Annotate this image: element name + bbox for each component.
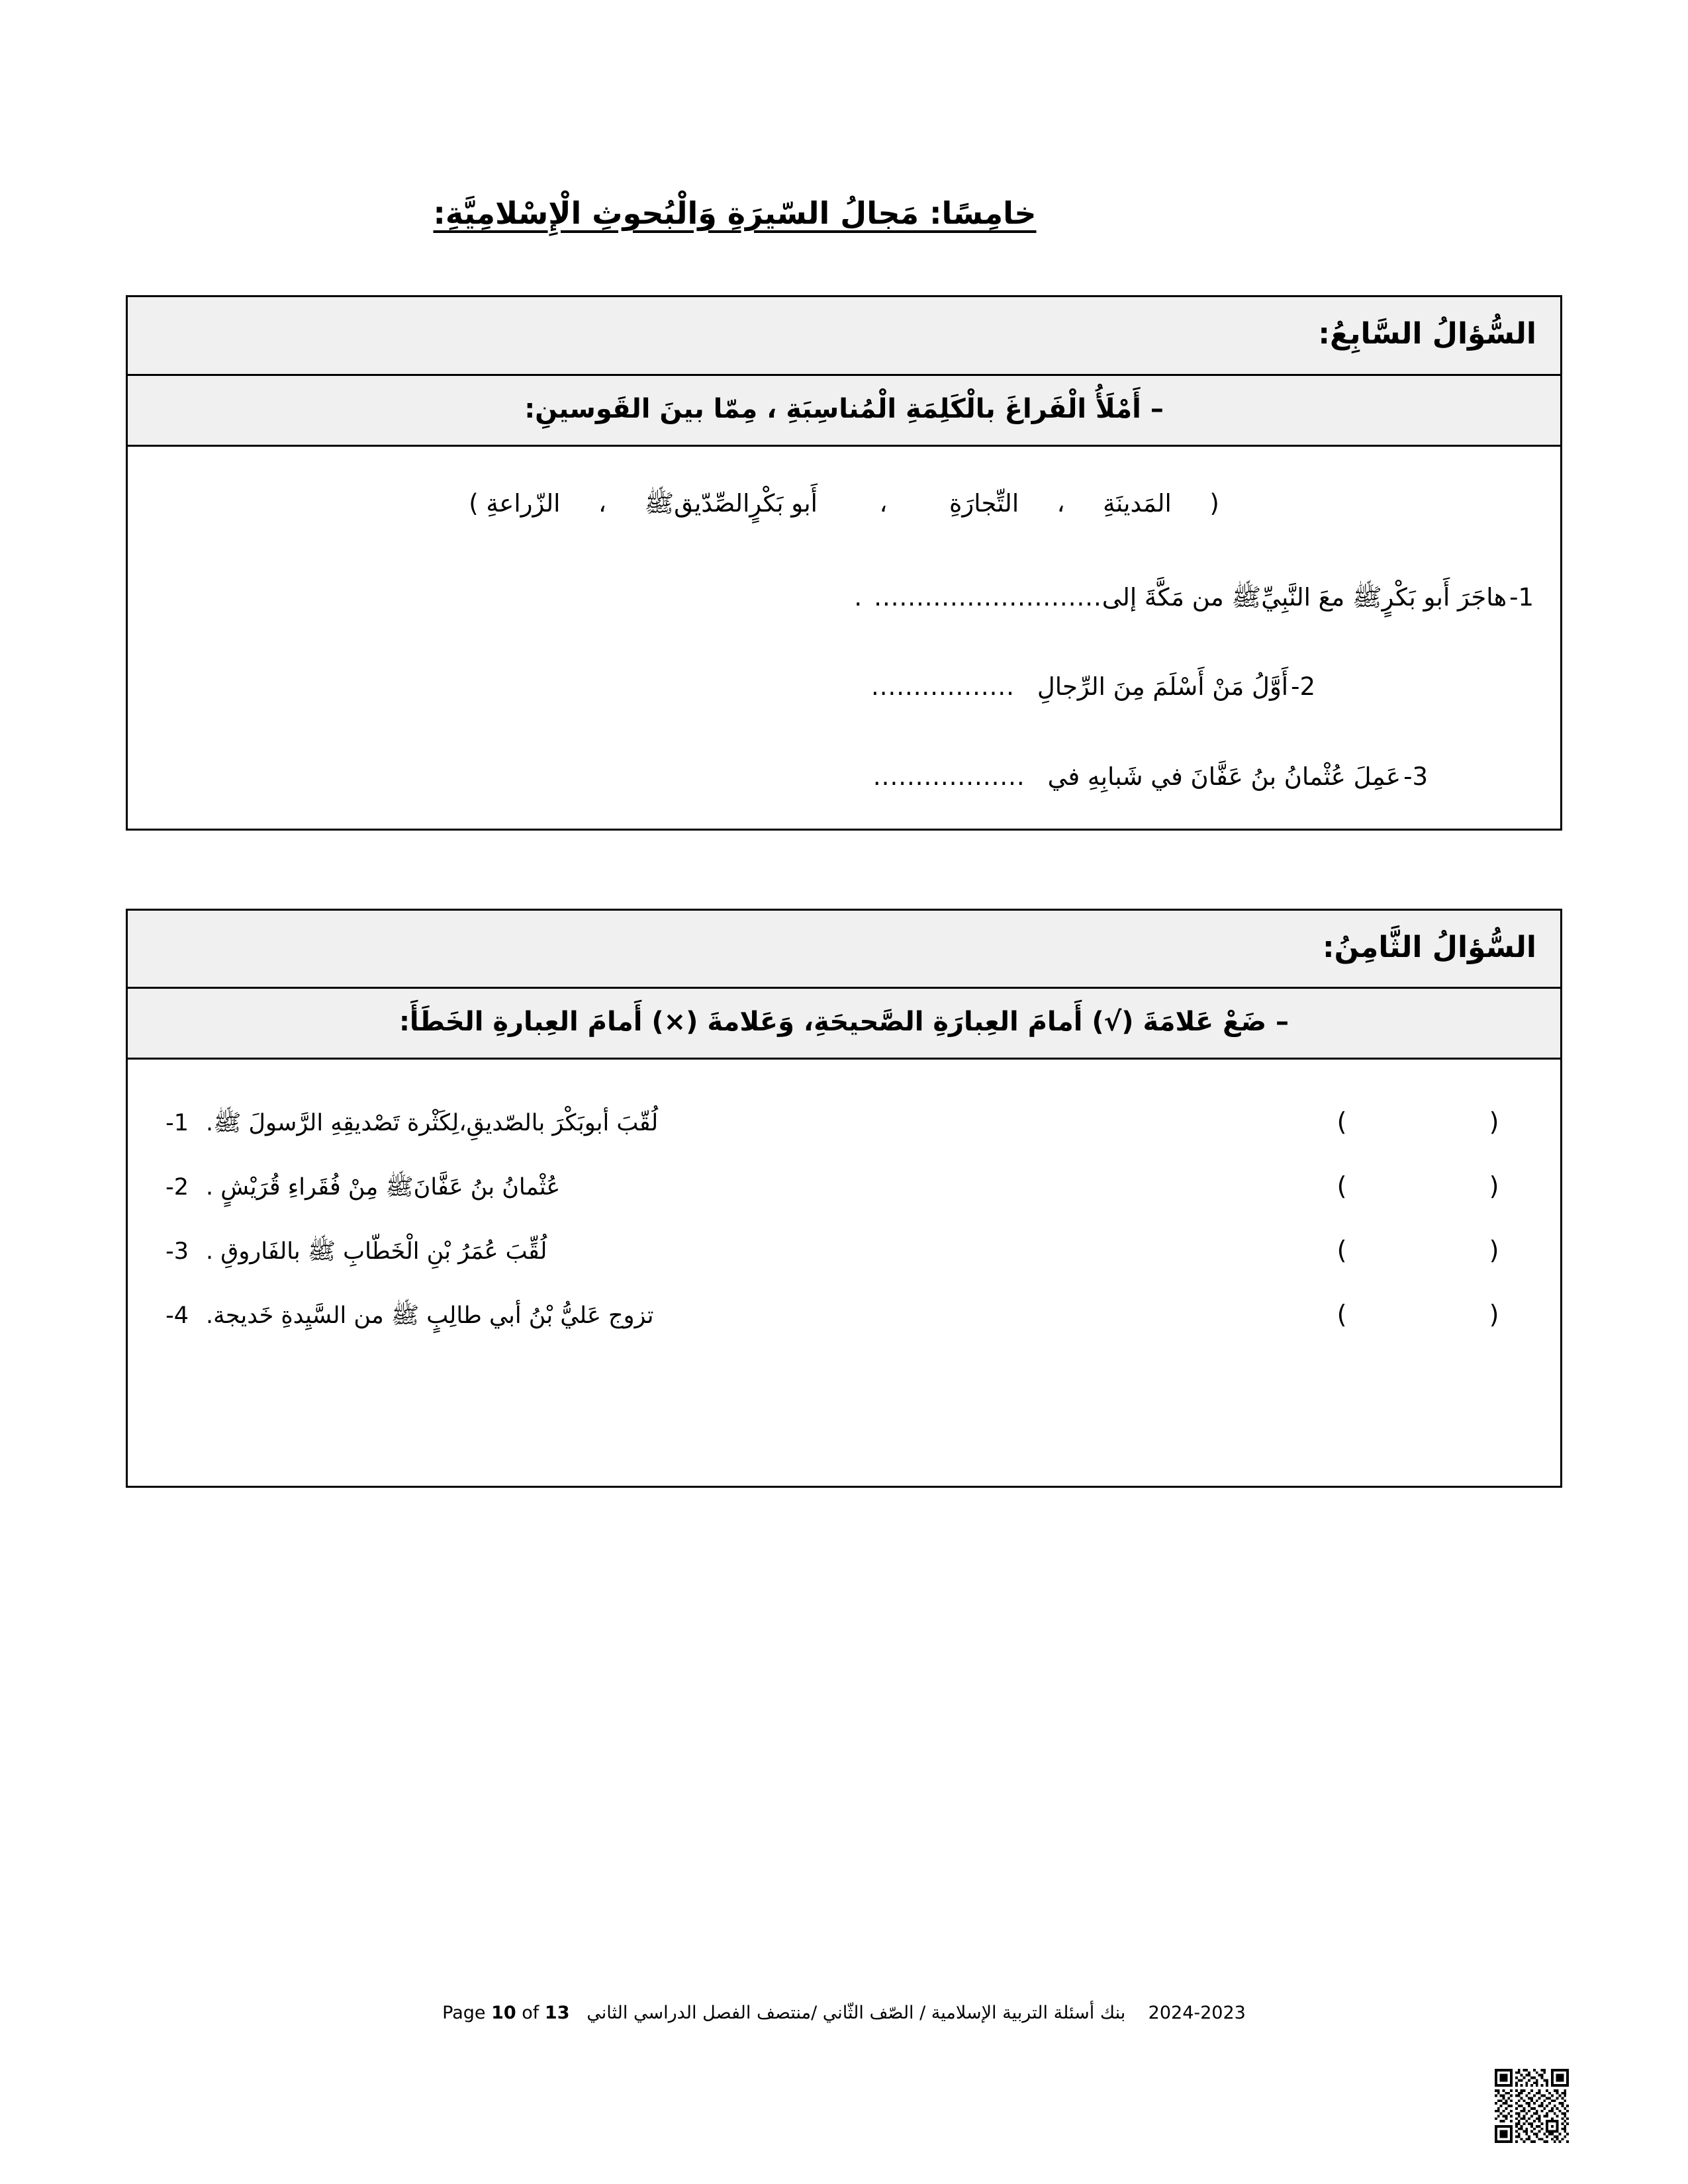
question-eight-heading: السُّؤالُ الثَّامِنُ: xyxy=(128,911,1560,989)
true-false-number-3: 3- xyxy=(165,1238,189,1265)
question-seven-heading: السُّؤالُ السَّابِعُ: xyxy=(128,297,1560,375)
word-bank-sep-1: ، xyxy=(879,488,888,518)
qr-code[interactable] xyxy=(1495,2069,1569,2143)
section-title: خامِسًا: مَجالُ السّيرَةِ وَالْبُحوثِ الْإِسْلامِيَّةِ: xyxy=(433,195,1037,231)
true-false-row xyxy=(154,1103,1534,1141)
answer-paren-close-2[interactable]: ) xyxy=(1336,1171,1347,1201)
answer-paren-open-1[interactable]: ( xyxy=(1489,1107,1499,1137)
footer-page-middle: of xyxy=(516,2002,545,2023)
page-footer xyxy=(0,2000,1688,2027)
question-seven-instruction: – أَمْلَأُ الْفَراغَ بالْكَلِمَةِ الْمُناسِبَةِ ، مِمّا بينَ القَوسينِ: xyxy=(128,376,1560,447)
answer-box-group-2 xyxy=(1130,1167,1534,1205)
footer-page-indicator xyxy=(442,2003,569,2023)
word-bank-item-2: أَبو بَكْرٍالصِّدّيقﷺ xyxy=(644,488,818,518)
true-false-number-2: 2- xyxy=(165,1174,189,1201)
question-seven-block xyxy=(126,295,1562,831)
fill-blank-item-2 xyxy=(154,668,1534,705)
true-false-row xyxy=(154,1296,1534,1334)
true-false-list xyxy=(154,1079,1534,1387)
word-bank-sep-2: ، xyxy=(598,488,606,518)
fill-blank-number-1: 1- xyxy=(1509,582,1534,612)
footer-academic-year: 2024-2023 xyxy=(1148,2002,1246,2023)
answer-paren-close-1[interactable]: ) xyxy=(1336,1107,1347,1137)
answer-paren-open-2[interactable]: ( xyxy=(1489,1171,1499,1201)
answer-paren-open-4[interactable]: ( xyxy=(1489,1300,1499,1330)
answer-paren-close-3[interactable]: ) xyxy=(1336,1236,1347,1265)
fill-blank-item-3 xyxy=(154,758,1534,796)
true-false-row xyxy=(154,1232,1534,1269)
word-bank-item-1: التِّجارَةِ xyxy=(949,488,1019,518)
fill-blank-text-3: عَمِلَ عُثْمانُ بنُ عَفَّانَ في شَبابِهِ في xyxy=(1047,762,1401,791)
question-eight-instruction: – ضَعْ عَلامَةَ (√) أَمامَ العِبارَةِ الصَّحيحَةِ، وَعَلامةَ (×) أَمامَ العِبارةِ الخَطَأَ: xyxy=(128,989,1560,1060)
qr-code-image xyxy=(1495,2069,1569,2143)
fill-blank-text-2: أَوَّلُ مَنْ أَسْلَمَ مِنَ الرِّجالِ xyxy=(1037,672,1289,702)
word-bank xyxy=(154,467,1534,535)
fill-blank-item-1 xyxy=(154,578,1534,616)
word-bank-item-3: الزّراعةِ xyxy=(486,488,561,518)
question-eight-body xyxy=(128,1060,1560,1486)
word-bank-open-paren: ( xyxy=(1209,488,1219,518)
answer-paren-open-3[interactable]: ( xyxy=(1489,1236,1499,1265)
word-bank-item-0: المَدينَةِ xyxy=(1103,488,1172,518)
footer-page-prefix: Page xyxy=(442,2002,492,2023)
fill-blank-dots-1[interactable]: ........................... xyxy=(874,582,1102,612)
fill-blank-text-1: هاجَرَ أَبو بَكْرٍﷺ معَ النَّبِيِّﷺ من مَكَّةَ إلى xyxy=(1102,582,1507,612)
footer-page-total: 13 xyxy=(544,2002,570,2023)
true-false-row xyxy=(154,1167,1534,1205)
fill-blank-dots-2[interactable]: ................. xyxy=(870,672,1015,702)
true-false-text-1: لُقّبَ أبوبَكْرَ بالصّديقِ،لِكَثْرة تَصْديقِهِ الرَّسولَ ﷺ. xyxy=(206,1110,659,1137)
true-false-text-4: تزوج عَليُّ بْنُ أبي طالِبٍ ﷺ من السَّيِدةِ خَديجة. xyxy=(206,1302,654,1330)
answer-box-group-3 xyxy=(1130,1232,1534,1269)
word-bank-close-paren: ) xyxy=(469,488,479,518)
footer-description: بنك أسئلة التربية الإسلامية / الصّف الثّاني /منتصف الفصل الدراسي الثاني xyxy=(586,2002,1126,2023)
question-eight-block xyxy=(126,909,1562,1488)
answer-box-group-4 xyxy=(1130,1296,1534,1334)
question-seven-body xyxy=(128,447,1560,829)
true-false-number-1: 1- xyxy=(165,1110,189,1137)
true-false-number-4: 4- xyxy=(165,1302,189,1330)
section-title-container xyxy=(126,0,1562,234)
word-bank-sep-0: ، xyxy=(1056,488,1065,518)
answer-paren-close-4[interactable]: ) xyxy=(1336,1300,1347,1330)
fill-blank-dots-3[interactable]: .................. xyxy=(872,762,1025,791)
answer-box-group-1 xyxy=(1130,1103,1534,1141)
fill-blank-end-1: . xyxy=(854,582,863,612)
fill-blank-number-2: 2- xyxy=(1291,672,1315,702)
footer-page-number: 10 xyxy=(491,2002,516,2023)
fill-blank-number-3: 3- xyxy=(1403,762,1428,791)
true-false-text-2: عُثْمانُ بنُ عَفَّانَﷺ مِنْ فُقَراءِ قُرَيْشٍ . xyxy=(206,1174,561,1201)
true-false-text-3: لُقِّبَ عُمَرُ بْنِ الْخَطّابِ ﷺ بالفَاروقِ . xyxy=(206,1238,547,1265)
footer-line xyxy=(442,2000,1246,2027)
